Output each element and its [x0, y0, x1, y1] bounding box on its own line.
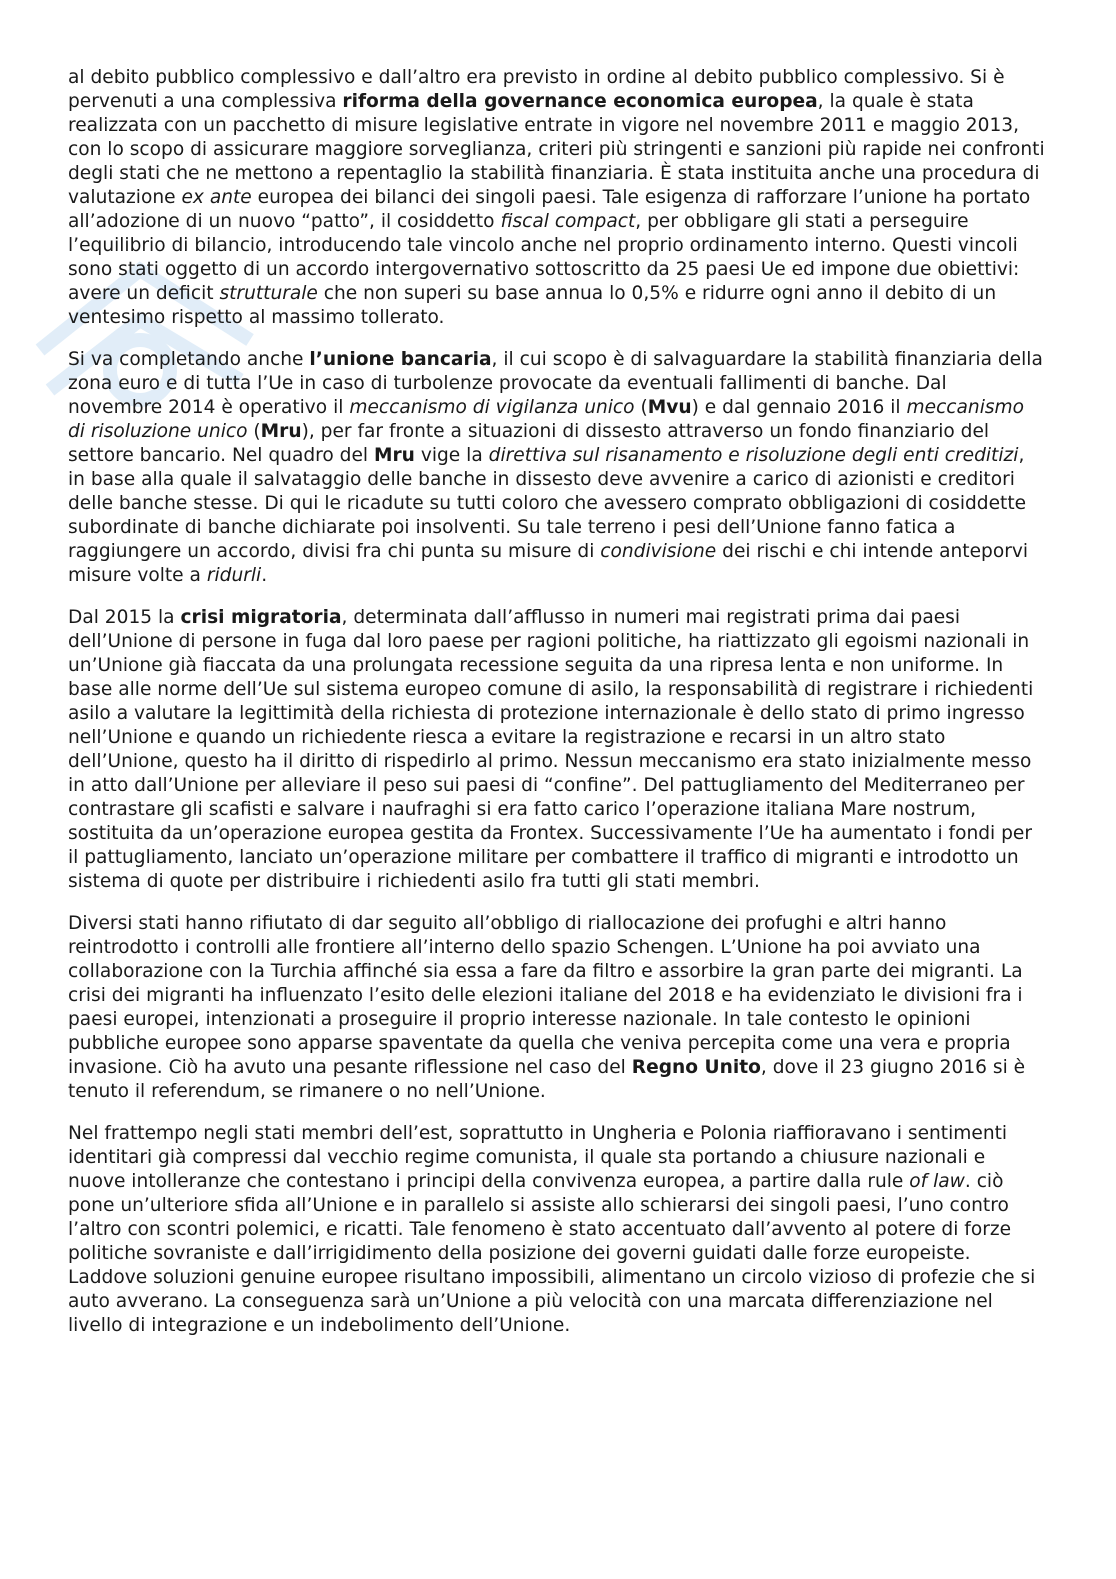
- bold-term: crisi migratoria: [180, 607, 342, 628]
- italic-term: condivisione: [600, 541, 717, 562]
- italic-term: fiscal compact: [500, 211, 636, 232]
- italic-term: ex ante: [181, 187, 252, 208]
- paragraph-unione-bancaria: Si va completando anche l’unione bancaria, il cui scopo è di salvaguardare la stabilità finanziaria della zona euro e di tutta l’Ue in caso di turbolenze provocate da eventuali fallimenti di banche. Dal novembre 2014 è operativo il meccanismo di vigilanza unico (Mvu) e dal gennaio 2016 il meccanismo di risoluzione unico (Mru), per far fronte a situazioni di dissesto attraverso un fondo finanziario del settore bancario. Nel quadro del Mru vige la direttiva sul risanamento e risoluzione degli enti creditizi, in base alla quale il salvataggio delle banche in dissesto deve avvenire a carico di azionisti e creditori delle banche stesse. Di qui le ricadute su tutti coloro che avessero comprato obbligazioni di cosiddette subordinate di banche dichiarate poi insolventi. Su tale terreno i pesi dell’Unione fanno fatica a raggiungere un accordo, divisi fra chi punta su misure di condivisione dei rischi e chi intende anteporvi misure volte a ridurli.: [68, 349, 1043, 586]
- bold-term: Regno Unito: [631, 1057, 761, 1078]
- italic-term: of law: [909, 1171, 965, 1192]
- paragraph-crisi-migratoria: Dal 2015 la crisi migratoria, determinata dall’afflusso in numeri mai registrati prima dai paesi dell’Unione di persone in fuga dal loro paese per ragioni politiche, ha riattizzato gli egoismi nazionali in un’Unione già fiaccata da una prolungata recessione seguita da una ripresa lenta e non uniforme. In base alle norme dell’Ue sul sistema europeo comune di asilo, la responsabilità di registrare i richiedenti asilo a valutare la legittimità della richiesta di protezione internazionale è dello stato di primo ingresso nell’Unione e quando un richiedente riesca a evitare la registrazione e recarsi in un altro stato dell’Unione, questo ha il diritto di rispedirlo al primo. Nessun meccanismo era stato inizialmente messo in atto dall’Unione per alleviare il peso sui paesi di “confine”. Del pattugliamento del Mediterraneo per contrastare gli scafisti e salvare i naufraghi si era fatto carico l’operazione italiana Mare nostrum, sostituita da un’operazione europea gestita da Frontex. Successivamente l’Ue ha aumentato i fondi per il pattugliamento, lanciato un’operazione militare per combattere il traffico di migranti e introdotto un sistema di quote per distribuire i richiedenti asilo fra tutti gli stati membri.: [68, 607, 1034, 892]
- document-body: [68, 66, 1046, 1356]
- paragraph-stati-est: Nel frattempo negli stati membri dell’est, soprattutto in Ungheria e Polonia riaffioravano i sentimenti identitari già compressi dal vecchio regime comunista, il quale sta portando a chiusure nazionali e nuove intolleranze che contestano i principi della convivenza europea, a partire dalla rule of law. ciò pone un’ulteriore sfida all’Unione e in parallelo si assiste allo schierarsi dei singoli paesi, l’uno contro l’altro con scontri polemici, e ricatti. Tale fenomeno è stato accentuato dall’avvento al potere di forze politiche sovraniste e dall’irrigidimento della posizione dei governi guidati dalle forze europeiste. Laddove soluzioni genuine europee risultano impossibili, alimentano un circolo vizioso di profezie che si auto avverano. La conseguenza sarà un’Unione a più velocità con una marcata differenziazione nel livello di integrazione e un indebolimento dell’Unione.: [68, 1123, 1036, 1336]
- paragraph-riallocazione: Diversi stati hanno rifiutato di dar seguito all’obbligo di riallocazione dei profughi e altri hanno reintrodotto i controlli alle frontiere all’interno dello spazio Schengen. L’Unione ha poi avviato una collaborazione con la Turchia affinché sia essa a fare da filtro e assorbire la gran parte dei migranti. La crisi dei migranti ha influenzato l’esito delle elezioni italiane del 2018 e ha evidenziato le divisioni fra i paesi europei, intenzionati a proseguire il proprio interesse nazionale. In tale contesto le opinioni pubbliche europee sono apparse spaventate da quella che veniva percepita come una vera e propria invasione. Ciò ha avuto una pesante riflessione nel caso del Regno Unito, dove il 23 giugno 2016 si è tenuto il referendum, se rimanere o no nell’Unione.: [68, 913, 1026, 1102]
- bold-term: riforma della governance economica europea: [342, 91, 818, 112]
- italic-term: strutturale: [219, 283, 318, 304]
- bold-term: Mru: [260, 421, 302, 442]
- bold-term: l’unione bancaria: [309, 349, 492, 370]
- italic-term: meccanismo di vigilanza unico: [349, 397, 635, 418]
- italic-term: direttiva sul risanamento e risoluzione degli enti creditizi: [488, 445, 1019, 466]
- italic-term: meccanismo di risoluzione unico: [68, 397, 1025, 442]
- bold-term: Mvu: [647, 397, 692, 418]
- paragraph-governance: al debito pubblico complessivo e dall’altro era previsto in ordine al debito pubblico complessivo. Si è pervenuti a una complessiva riforma della governance economica europea, la quale è stata realizzata con un pacchetto di misure legislative entrate in vigore nel novembre 2011 e maggio 2013, con lo scopo di assicurare maggiore sorveglianza, criteri più stringenti e sanzioni più rapide nei confronti degli stati che ne mettono a repentaglio la stabilità finanziaria. È stata instituita anche una procedura di valutazione ex ante europea dei bilanci dei singoli paesi. Tale esigenza di rafforzare l’unione ha portato all’adozione di un nuovo “patto”, il cosiddetto fiscal compact, per obbligare gli stati a perseguire l’equilibrio di bilancio, introducendo tale vincolo anche nel proprio ordinamento interno. Questi vincoli sono stati oggetto di un accordo intergovernativo sottoscritto da 25 paesi Ue ed impone due obiettivi: avere un deficit strutturale che non superi su base annua lo 0,5% e ridurre ogni anno il debito di un ventesimo rispetto al massimo tollerato.: [68, 67, 1045, 328]
- bold-term: Mru: [374, 445, 415, 466]
- italic-term: ridurli: [206, 565, 262, 586]
